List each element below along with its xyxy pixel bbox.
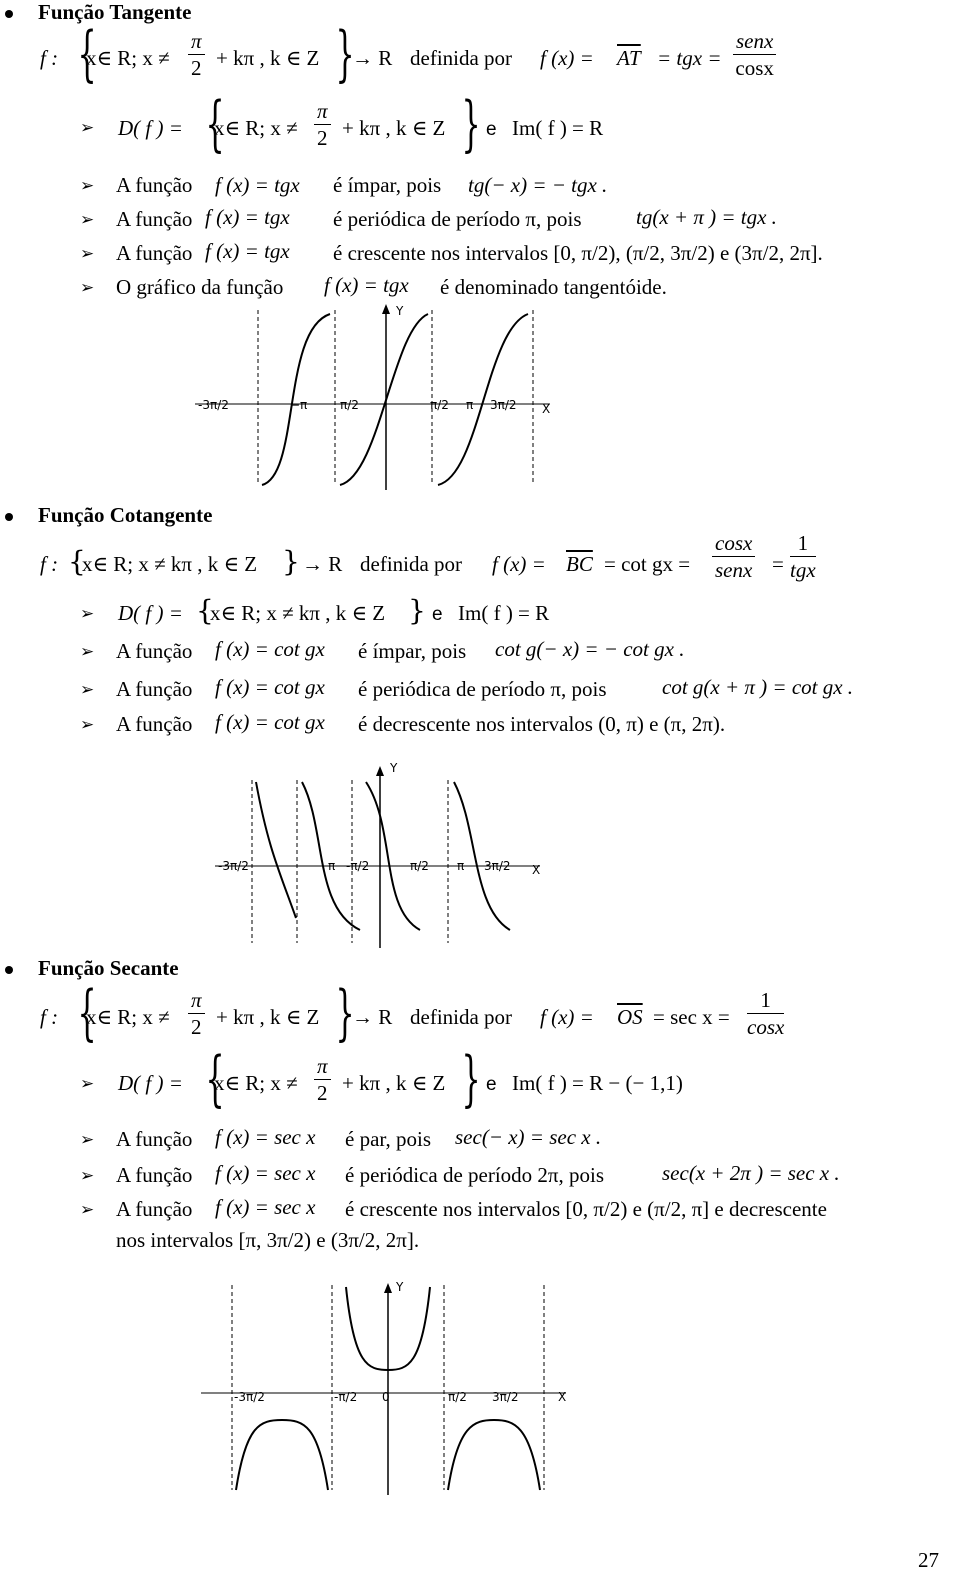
prop-fx: f (x) = cot gx — [215, 675, 325, 699]
prop-lead: A função — [116, 241, 193, 265]
tick-label: π/2 — [340, 398, 359, 412]
def-prefix: f : — [40, 552, 59, 576]
right-brace: } — [335, 19, 355, 89]
prop-fx: f (x) = sec x — [215, 1125, 316, 1149]
prop-lead: A função — [116, 1197, 193, 1221]
arrow-bullet-icon: ➢ — [80, 642, 95, 662]
prop-lead: A função — [116, 1163, 193, 1187]
arrow-bullet-icon: ➢ — [80, 1074, 95, 1094]
fx: f (x) = — [540, 1005, 594, 1029]
arrow-bullet-icon: ➢ — [80, 118, 95, 138]
tick-label: −π — [290, 398, 308, 412]
tick-label: -π/2 — [346, 859, 370, 873]
prop-text: é decrescente nos intervalos (0, π) e (π, 2π). — [358, 712, 726, 736]
def-prefix: f : — [40, 1005, 59, 1029]
tick-label: 3π/2 — [492, 1390, 519, 1404]
prop-formula: cot g(x + π ) = cot gx . — [662, 675, 854, 699]
segment-os: $\overline{OS}$ — [617, 1005, 643, 1029]
prop-formula: tg(x + π ) = tgx . — [636, 205, 777, 229]
segment-at: $\overline{AT}$ — [617, 46, 641, 70]
prop-lead: A função — [116, 1127, 193, 1151]
prop-text: é periódica de período 2π, pois — [345, 1163, 605, 1187]
prop-lead: A função — [116, 173, 193, 197]
arrow-bullet-icon: ➢ — [80, 1130, 95, 1150]
secant-graph — [196, 1275, 596, 1495]
prop-lead: O gráfico da função — [116, 275, 284, 299]
tick-label: -3π/2 — [234, 1390, 265, 1404]
prop-formula: tg(− x) = − tgx . — [468, 173, 608, 197]
y-axis-label: Y — [390, 761, 398, 775]
codomain: → R — [302, 552, 343, 576]
set: x∈ R; x ≠ kπ , k ∈ Z — [82, 552, 258, 576]
prop-fx: f (x) = cot gx — [215, 637, 325, 661]
cotangent-graph — [210, 758, 580, 948]
domain-df: D( f ) = — [118, 1071, 183, 1095]
right-brace: } — [461, 1044, 481, 1114]
def-prefix: f : — [40, 46, 59, 70]
codomain: → R — [352, 1005, 393, 1029]
prop-text: é par, pois — [345, 1127, 432, 1151]
tangent-graph — [190, 300, 610, 490]
right-brace: } — [461, 89, 481, 159]
prop-lead: A função — [116, 677, 193, 701]
prop-fx: f (x) = tgx — [215, 173, 300, 197]
right-brace: } — [408, 594, 426, 627]
left-brace: { — [205, 89, 225, 159]
prop-formula: sec(− x) = sec x . — [455, 1125, 602, 1149]
fx: f (x) = — [492, 552, 546, 576]
prop-fx: f (x) = sec x — [215, 1161, 316, 1185]
arrow-bullet-icon: ➢ — [80, 176, 95, 196]
tick-label: 0 — [382, 1390, 390, 1404]
section-heading-tangente: Função Tangente — [38, 0, 192, 24]
cos-over-sen: cosx senx — [712, 530, 755, 583]
set-left: x∈ R; x ≠ — [86, 1005, 170, 1029]
arrow-bullet-icon: ➢ — [80, 1200, 95, 1220]
eq-cotgx: = cot gx = — [604, 552, 691, 576]
prop-fx: f (x) = tgx — [205, 239, 290, 263]
codomain: → R — [352, 46, 393, 70]
prop-lead: A função — [116, 639, 193, 663]
tick-label: -3π/2 — [218, 859, 249, 873]
left-brace: { — [196, 594, 214, 627]
prop-lead: A função — [116, 712, 193, 736]
pi-over-2: $\frac{\pi}{2}$ — [188, 28, 205, 81]
and-word: e — [432, 604, 443, 625]
prop-text: é periódica de período π, pois — [358, 677, 607, 701]
prop-fx: f (x) = sec x — [215, 1195, 316, 1219]
domain-set-left: x∈ R; x ≠ — [214, 1071, 298, 1095]
one-over-tg: 1 tgx — [790, 531, 816, 582]
set-right: + kπ , k ∈ Z — [216, 1005, 320, 1029]
continuation-text: nos intervalos [π, 3π/2) e (3π/2, 2π]. — [116, 1228, 420, 1252]
tick-label: -3π/2 — [198, 398, 229, 412]
domain-set-right: + kπ , k ∈ Z — [342, 116, 446, 140]
x-axis-label: X — [532, 863, 541, 877]
left-brace: { — [77, 978, 97, 1048]
prop-text: é ímpar, pois — [333, 173, 442, 197]
arrow-bullet-icon: ➢ — [80, 1166, 95, 1186]
x-axis-label: X — [542, 402, 551, 416]
prop-lead: A função — [116, 207, 193, 231]
tick-label: π — [328, 859, 336, 873]
section-heading-secante: Função Secante — [38, 956, 179, 980]
arrow-bullet-icon: ➢ — [80, 278, 95, 298]
tick-label: 3π/2 — [490, 398, 517, 412]
arrow-bullet-icon: ➢ — [80, 244, 95, 264]
one-over-cos: $\frac{1}{\cos x}$ — [747, 988, 785, 1039]
prop-fx: f (x) = cot gx — [215, 710, 325, 734]
domain-df: D( f ) = — [118, 601, 183, 625]
tick-label: π/2 — [448, 1390, 467, 1404]
page-number: 27 — [918, 1548, 939, 1572]
image-set: Im( f ) = R — [458, 601, 550, 625]
section-bullet — [5, 966, 13, 974]
y-axis-label: Y — [396, 1280, 404, 1294]
eq-secx: = sec x = — [653, 1005, 730, 1029]
cotangent-branch — [256, 782, 296, 918]
and-word: e — [486, 1074, 497, 1095]
pi-over-2: $\frac{\pi}{2}$ — [314, 98, 331, 151]
cotangent-branch — [302, 782, 360, 930]
tick-label: π — [466, 398, 474, 412]
fx: f (x) = — [540, 46, 594, 70]
defined-by: definida por — [410, 46, 513, 70]
prop-formula: cot g(− x) = − cot gx . — [495, 637, 685, 661]
defined-by: definida por — [360, 552, 463, 576]
tick-label: 3π/2 — [484, 859, 511, 873]
defined-by: definida por — [410, 1005, 513, 1029]
segment-bc: $\overline{BC}$ — [566, 552, 593, 576]
set-left: x∈ R; x ≠ — [86, 46, 170, 70]
eq2: = — [772, 552, 784, 576]
tick-label: π/2 — [410, 859, 429, 873]
arrow-bullet-icon: ➢ — [80, 210, 95, 230]
eq-tgx: = tgx = — [657, 46, 722, 70]
arrow-bullet-icon: ➢ — [80, 715, 95, 735]
left-brace: { — [77, 19, 97, 89]
cotangent-branch — [366, 782, 420, 930]
domain-set: x∈ R; x ≠ kπ , k ∈ Z — [210, 601, 386, 625]
secant-branch — [236, 1420, 328, 1490]
domain-set-right: + kπ , k ∈ Z — [342, 1071, 446, 1095]
arrow-bullet-icon: ➢ — [80, 604, 95, 624]
prop-formula: sec(x + 2π ) = sec x . — [662, 1161, 840, 1185]
and-word: e — [486, 119, 497, 140]
prop-text: é periódica de período π, pois — [333, 207, 582, 231]
prop-text: é denominado tangentóide. — [440, 275, 667, 299]
right-brace: } — [335, 978, 355, 1048]
left-brace: { — [205, 1044, 225, 1114]
prop-text: é crescente nos intervalos [0, π/2), (π/2, 3π/2) e (3π/2, 2π]. — [333, 241, 823, 265]
domain-df: D( f ) = — [118, 116, 183, 140]
x-axis-label: X — [558, 1390, 567, 1404]
section-bullet — [5, 513, 13, 521]
tick-label: -π/2 — [334, 1390, 358, 1404]
image-set: Im( f ) = R − (− 1,1) — [512, 1071, 683, 1095]
left-brace: { — [68, 545, 86, 578]
secant-branch — [448, 1420, 540, 1490]
right-brace: } — [282, 545, 300, 578]
pi-over-2: $\frac{\pi}{2}$ — [188, 987, 205, 1040]
image-set: Im( f ) = R — [512, 116, 604, 140]
prop-fx: f (x) = tgx — [205, 205, 290, 229]
arrow-bullet-icon: ➢ — [80, 680, 95, 700]
domain-set-left: x∈ R; x ≠ — [214, 116, 298, 140]
section-heading-cotangente: Função Cotangente — [38, 503, 213, 527]
prop-text: é ímpar, pois — [358, 639, 467, 663]
tick-label: π/2 — [430, 398, 449, 412]
tick-label: π — [457, 859, 465, 873]
cotangent-branch — [454, 782, 510, 930]
section-bullet — [5, 10, 13, 18]
sen-over-cos: senx cosx — [733, 28, 776, 81]
prop-fx: f (x) = tgx — [324, 273, 409, 297]
pi-over-2: $\frac{\pi}{2}$ — [314, 1053, 331, 1106]
y-axis-label: Y — [396, 304, 404, 318]
set-right: + kπ , k ∈ Z — [216, 46, 320, 70]
prop-text: é crescente nos intervalos [0, π/2) e (π/2, π] e decrescente — [345, 1197, 827, 1221]
